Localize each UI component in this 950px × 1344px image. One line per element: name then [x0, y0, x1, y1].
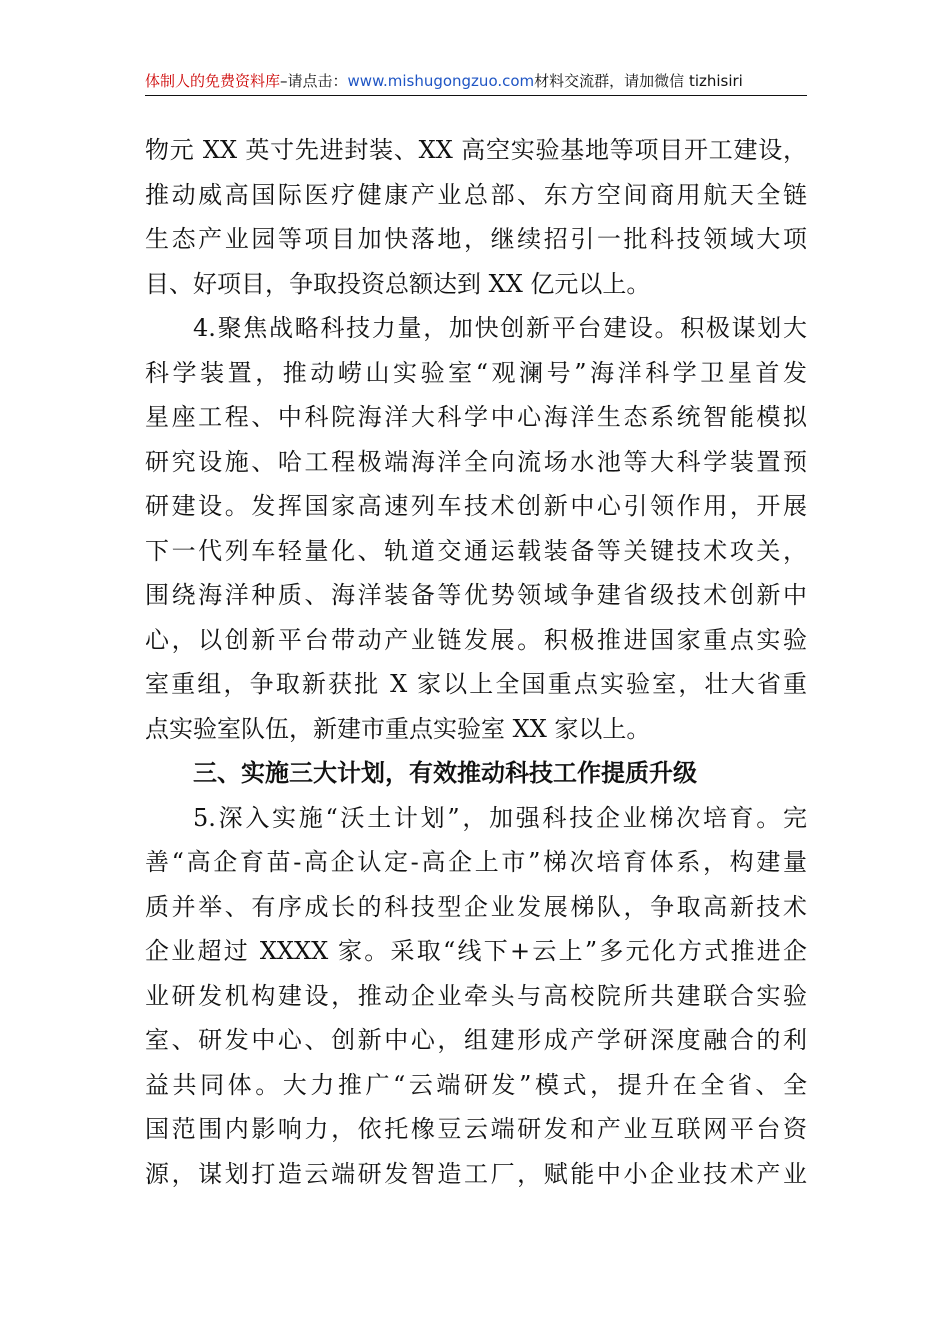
header-prompt: –请点击： — [280, 72, 348, 90]
document-header — [145, 70, 807, 96]
body-line: 质并举、有序成长的科技型企业发展梯队，争取高新技术 — [145, 892, 807, 921]
body-line: 益共同体。大力推广“云端研发”模式，提升在全省、全 — [145, 1070, 807, 1099]
body-line: 下一代列车轻量化、轨道交通运载装备等关键技术攻关， — [145, 536, 807, 565]
body-line: 4.聚焦战略科技力量，加快创新平台建设。积极谋划大 — [193, 314, 807, 342]
body-line: 研建设。发挥国家高速列车技术创新中心引领作用，开展 — [145, 492, 807, 520]
document-body — [145, 128, 807, 1196]
body-line: 业研发机构建设，推动企业牵头与高校院所共建联合实验 — [145, 981, 807, 1010]
header-website-link[interactable]: www.mishugongzuo.com — [347, 72, 535, 90]
body-line: 室、研发中心、创新中心，组建形成产学研深度融合的利 — [145, 1026, 807, 1054]
header-contact-text: 材料交流群，请加微信 tizhisiri — [534, 72, 743, 90]
body-line: 点实验室队伍，新建市重点实验室 XX 家以上。 — [145, 714, 651, 743]
body-line: 企业超过 XXXX 家。采取“线下+云上”多元化方式推进企 — [145, 937, 807, 965]
body-line: 善“高企育苗-高企认定-高企上市”梯次培育体系，构建量 — [145, 848, 807, 876]
body-line: 物元 XX 英寸先进封装、XX 高空实验基地等项目开工建设， — [145, 136, 807, 164]
body-line: 科学装置，推动崂山实验室“观澜号”海洋科学卫星首发 — [145, 358, 807, 387]
header-brand: 体制人的免费资料库 — [145, 72, 281, 90]
body-line: 目、好项目，争取投资总额达到 XX 亿元以上。 — [145, 269, 651, 298]
body-line: 国范围内影响力，依托橡豆云端研发和产业互联网平台资 — [145, 1115, 807, 1143]
body-line: 心，以创新平台带动产业链发展。积极推进国家重点实验 — [145, 625, 807, 654]
body-line: 星座工程、中科院海洋大科学中心海洋生态系统智能模拟 — [145, 403, 807, 431]
body-line: 5.深入实施“沃土计划”，加强科技企业梯次培育。完 — [193, 803, 807, 832]
body-line: 推动威高国际医疗健康产业总部、东方空间商用航天全链 — [145, 180, 807, 209]
header-divider — [145, 95, 807, 96]
section-heading: 三、实施三大计划，有效推动科技工作提质升级 — [193, 758, 697, 787]
body-line: 生态产业园等项目加快落地，继续招引一批科技领域大项 — [145, 225, 807, 253]
body-line: 研究设施、哈工程极端海洋全向流场水池等大科学装置预 — [145, 447, 807, 476]
body-line: 室重组，争取新获批 X 家以上全国重点实验室，壮大省重 — [145, 670, 807, 698]
body-line: 源，谋划打造云端研发智造工厂，赋能中小企业技术产业 — [145, 1159, 807, 1188]
body-line: 围绕海洋种质、海洋装备等优势领域争建省级技术创新中 — [145, 581, 807, 609]
